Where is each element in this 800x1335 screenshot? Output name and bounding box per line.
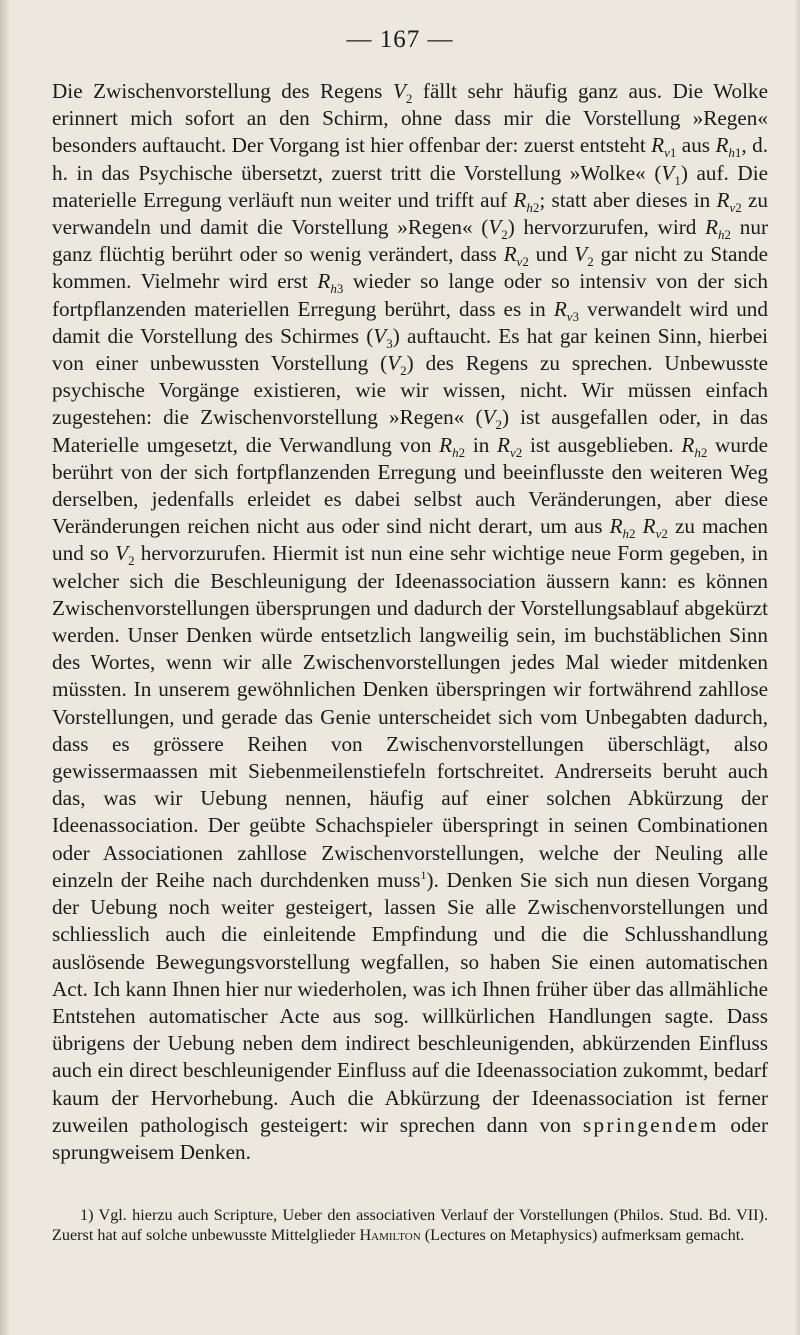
main-text-block	[52, 78, 768, 1166]
page-binding-edge	[0, 0, 10, 1335]
page-number: — 167 —	[346, 26, 454, 53]
body-paragraph: Die Zwischenvorstellung des Regens $V_2$ fällt sehr häufig ganz aus. Die Wolke erinnert mich sofort an den Schirm, ohne dass mir die Vorstellung »Regen« besonders auftaucht. Der Vorgang ist hier offenbar der: zuerst entsteht $R_{v1}$ aus $R_{h1}$, d. h. in das Psychische übersetzt, zuerst tritt die Vorstellung »Wolke« $(V_1)$ auf. Die materielle Erregung verläuft nun weiter und trifft auf $R_{h2}$; statt aber dieses in $R_{v2}$ zu verwandeln und damit die Vorstellung »Regen« $(V_2)$ hervorzurufen, wird $R_{h2}$ nur ganz flüchtig berührt oder so wenig verändert, dass $R_{v2}$ und $V_2$ gar nicht zu Stande kommen. Vielmehr wird erst $R_{h3}$ wieder so lange oder so intensiv von der sich fortpflanzenden materiellen Erregung berührt, dass es in $R_{v3}$ verwandelt wird und damit die Vorstellung des Schirmes $(V_3)$ auftaucht. Es hat gar keinen Sinn, hierbei von einer unbewussten Vorstellung $(V_2)$ des Regens zu sprechen. Unbewusste psychische Vorgänge existieren, wie wir wissen, nicht. Wir müssen einfach zugestehen: die Zwischenvorstellung »Regen« $(V_2)$ ist ausgefallen oder, in das Materielle umgesetzt, die Verwandlung von $R_{h2}$ in $R_{v2}$ ist ausgeblieben. $R_{h2}$ wurde berührt von der sich fortpflanzenden Erregung und beeinflusste den weiteren Weg derselben, jedenfalls erleidet es dabei selbst auch Veränderungen, aber diese Veränderungen reichen nicht aus oder sind nicht derart, um aus $R_{h2}$ $R_{v2}$ zu machen und so $V_2$ hervorzurufen. Hiermit ist nun eine sehr wichtige neue Form gegeben, in welcher sich die Beschleunigung der Ideenassociation äussern kann: es können Zwischenvorstellungen übersprungen und dadurch der Vorstellungsablauf abgekürzt werden. Unser Denken würde entsetzlich langweilig sein, im buchstäblichen Sinn des Wortes, wenn wir alle Zwischenvorstellungen jedes Mal wieder mitdenken müssten. In unserem gewöhnlichen Denken überspringen wir fortwährend zahllose Vorstellungen, und gerade das Genie unterscheidet sich vom Unbegabten dadurch, dass es grössere Reihen von Zwischenvorstellungen überschlägt, also gewissermaassen mit Siebenmeilenstiefeln fortschreitet. Andrerseits beruht auch das, was wir Uebung nennen, häufig auf einer solchen Abkürzung der Ideenassociation. Der geübte Schachspieler überspringt in seinen Combinationen oder Associationen zahllose Zwischenvorstellungen, welche der Neuling alle einzeln der Reihe nach durchdenken muss$^1$). Denken Sie sich nun diesen Vorgang der Uebung noch weiter gesteigert, lassen Sie alle Zwischenvorstellungen und schliesslich auch die einleitende Empfindung und die die Schlusshandlung auslösende Bewegungsvorstellung wegfallen, so haben Sie einen automatischen Act. Ich kann Ihnen hier nur wiederholen, was ich Ihnen früher über das allmähliche Entstehen automatischer Acte aus sog. willkürlichen Handlungen sagte. Dass übrigens der Uebung neben dem indirect beschleunigenden, abkürzenden Einfluss auch ein direct beschleunigender Einfluss auf die Ideenassociation zukommt, bedarf kaum der Hervorhebung. Auch die Abkürzung der Ideenassociation ist ferner zuweilen pathologisch gesteigert: wir sprechen dann von springendem oder sprungweisem Denken.	[52, 79, 769, 1164]
footnote	[52, 1205, 768, 1245]
page-right-edge	[794, 0, 800, 1335]
footnote-text: 1) Vgl. hierzu auch Scripture, Ueber den associativen Verlauf der Vorstellungen (Philos. Stud. Bd. VII). Zuerst hat auf solche unbewusste Mittelglieder Hamilton (Lectures on Metaphysics) aufmerksam gemacht.	[52, 1206, 768, 1244]
